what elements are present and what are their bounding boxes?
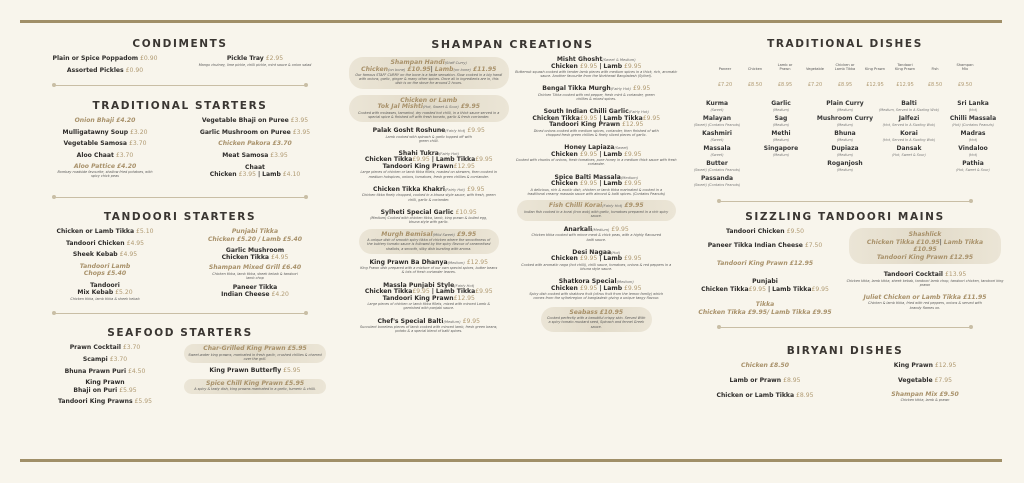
curry-style-heat: (Medium) xyxy=(772,138,790,142)
curry-style-heat: (Sweet) (Contains Peanuts) xyxy=(693,183,741,187)
curry-style-name: Butter xyxy=(706,160,728,167)
menu-item: Shampan Mixed Grill £6.40 Chicken tikka, lamb tikka, sheek kebab & tandoori lamb chop xyxy=(208,264,302,281)
menu-item: Lamb or Prawn £8.95 xyxy=(729,376,801,384)
menu-item: Chicken or Lamb Tikka £8.95 xyxy=(716,391,814,399)
curry-column xyxy=(878,100,940,190)
section-title: SEAFOOD STARTERS xyxy=(107,327,253,340)
protein-label: Paneer xyxy=(718,66,732,71)
curry-style-heat: (Hot, Served In A Sizzling Wok) xyxy=(882,138,936,142)
section-divider xyxy=(50,310,310,317)
menu-item: Vegetable Bhaji on Puree £3.95 xyxy=(201,117,309,125)
menu-item: Tandoori Chicken £9.50 xyxy=(725,228,805,235)
section-divider xyxy=(715,324,975,331)
protein-price xyxy=(743,58,767,90)
protein-price xyxy=(803,58,827,90)
menu-item-featured: Shashlick Chicken Tikka £10.95| Lamb Tikka £10.95 Tandoori King Prawn £12.95 xyxy=(849,228,1001,264)
curry-style-heat: (Sweet) xyxy=(710,108,724,112)
curry-style-heat: (Hot) xyxy=(968,153,978,157)
curry-style-name: Dansak xyxy=(896,145,922,152)
curry-style-heat: (Hot, Served In A Sizzling Wok) xyxy=(882,123,936,127)
curry-style-heat: (Medium) xyxy=(836,138,854,142)
menu-item: Paneer Tikka Indian Cheese £4.20 xyxy=(221,283,289,299)
bottom-rule xyxy=(20,459,1002,462)
curry-column xyxy=(750,100,812,190)
curry-style-name: Pathia xyxy=(962,160,984,167)
protein-price-value: £8.50 xyxy=(927,82,943,88)
curry-style-name: Balti xyxy=(901,100,917,107)
protein-price xyxy=(893,58,917,90)
menu-item: Sheek Kebab £4.95 xyxy=(72,251,138,259)
menu-item: Tandoori Chicken £4.95 xyxy=(65,239,145,247)
menu-item: Chicken £8.50 xyxy=(740,361,790,369)
curry-column xyxy=(686,100,748,190)
menu-item-featured: Spice Chill King Prawn £5.95 A spicy & tasty dish, king prawns marinated in a garlic, tumeric & chilli. xyxy=(184,379,326,394)
protein-label: Tandoori King Prawn xyxy=(894,62,916,71)
protein-label: Vegetable xyxy=(806,66,824,71)
protein-price xyxy=(713,58,737,90)
protein-price xyxy=(833,58,857,90)
curry-style-heat: (Medium) xyxy=(772,153,790,157)
curry-column xyxy=(942,100,1004,190)
tandoori-starters-section xyxy=(30,211,330,317)
curry-style-name: Jalfezi xyxy=(898,115,920,122)
right-column xyxy=(685,28,1005,405)
menu-item: Scampi £3.70 xyxy=(82,355,128,363)
curry-style-name: Garlic xyxy=(771,100,791,107)
section-title: TRADITIONAL DISHES xyxy=(767,38,923,50)
curry-style-heat: (Hot, Sweet & Sour) xyxy=(956,168,990,172)
protein-label: Shampan Mix xyxy=(956,62,974,71)
curry-style-heat: (Medium) xyxy=(836,153,854,157)
left-column xyxy=(30,28,330,409)
curry-style-heat: (Hot) xyxy=(968,108,978,112)
curry-style-heat: (Hot) (Contains Peanuts) xyxy=(952,123,994,127)
protein-label: Lamb or Prawn xyxy=(777,62,793,71)
menu-item: Juliet Chicken or Lamb Tikka £11.95 Chicken & lamb tikka, fried with red peppers, onions & served with brandy flames on. xyxy=(863,293,987,310)
menu-item: Punjabi Tikka Chicken £5.20 / Lamb £5.40 xyxy=(207,228,303,243)
menu-item: Tandoori Cocktail £13.95 Chicken tikka, lamb tikka, sheek kebab, tandoori lamb chop, tandoori chicken, tandoori king prawn xyxy=(846,271,1004,287)
traditional-starters-section xyxy=(30,100,330,201)
protein-price-value: £9.50 xyxy=(957,82,973,88)
menu-item: Honey Lapiaza(Sweet) Chicken £9.95 | Lamb £9.95 Cooked with chunks of onions, fresh tomatoes, pure honey in a medium thick sauce with fresh coriander. xyxy=(515,144,677,167)
protein-label: Chicken or Lamb Tikka xyxy=(834,62,856,71)
protein-price-value: £7.20 xyxy=(717,82,733,88)
protein-price xyxy=(863,58,887,90)
menu-item: Shahi Tukra(Fairly Hot) Chicken Tikka£9.95 | Lamb Tikka£9.95 Tandoori King Prawn£12.95 Large pieces of chicken or lamb tikka fillets, roasted on skewers, then cooked in medium hotspices, onions, tomatoes, fresh green chillies & corriander. xyxy=(360,149,497,179)
biryani-dishes-section xyxy=(685,345,1005,406)
curry-style-heat: (Medium, Served In A Sizzling Wok) xyxy=(878,108,940,112)
menu-item: King Prawn Ba Dhanya(Medium) £12.95 King Prawn dish prepared with a mixture of our own special spices, butter beans & lots of fresh coriander leaves. xyxy=(360,258,498,275)
section-title: TANDOORI STARTERS xyxy=(103,211,257,224)
menu-item: Massla Punjabi Style(Fairly Hot) Chicken Tikka£9.95 | Lamb Tikka£9.95 Tandoori King Prawn£12.95 Large pieces of chicken or lamb tikka fillets, mixed with minced Lamb & garnished with panjabi sauce. xyxy=(364,281,493,311)
menu-item: Garlic Mushroom Chicken Tikka £4.95 xyxy=(221,246,289,262)
menu-item: Aloo Pattice £4.20 Bombay roadside favourite, shallow fried potatoes, with spicy chick peas xyxy=(57,162,153,178)
protein-price-value: £12.95 xyxy=(866,82,884,88)
curry-style-name: Dupiaza xyxy=(831,145,859,152)
curry-style-name: Sri Lanka xyxy=(957,100,989,107)
menu-item: Meat Samosa £3.95 xyxy=(222,151,288,159)
menu-item: South Indian Chilli Garlic(Fairly Hot) Chicken Tikka£9.95 | Lamb Tikka£9.95 Tandoori King Prawn £12.95 Diced onions cooked with medium spices, coriander, then finished of with chopped fresh green chillies & finely sliced pieces of garlic. xyxy=(532,108,661,138)
menu-item: Chicken Tikka Khakri(Fairly Hot) £9.95 Chicken tikka finely chopped, cooked in a bhuna style sauce, with fresh, green chilli, garlic & coriander. xyxy=(361,185,496,202)
menu-item: Chaat Chicken £3.95 | Lamb £4.10 xyxy=(209,163,301,179)
condiments-section xyxy=(30,38,330,89)
protein-price-value: £8.50 xyxy=(747,82,763,88)
curry-style-heat: (Sweet) (Contains Peanuts) xyxy=(693,123,741,127)
curry-style-heat: (Medium) xyxy=(772,108,790,112)
sizzling-tandoori-mains-section xyxy=(685,211,1005,320)
section-title: SHAMPAN CREATIONS xyxy=(431,38,594,51)
protein-label: Fish xyxy=(931,66,939,71)
protein-price xyxy=(773,58,797,90)
curry-style-name: Singapore xyxy=(763,145,799,152)
menu-item-featured: Chicken or Lamb Tok Jal Mishti(Hot, Sweet & Sour) £9.95 Cooked with molasses, tamarind, dry roasted hot chilli, in a thick sauce served in a special spice & finished off with fresh tomato, garlic & fresh corriander. xyxy=(349,95,509,122)
curry-style-heat: (Hot, Sweet & Sour) xyxy=(892,153,926,157)
menu-item: Paneer Tikka Indian Cheese £7.50 xyxy=(707,242,823,249)
curry-style-name: Passanda xyxy=(700,175,734,182)
traditional-dishes-section xyxy=(685,38,1005,190)
menu-item: Tandoori Mix Kebab £5.20 Chicken tikka, lamb tikka & sheek kebab xyxy=(70,281,140,301)
curry-style-name: Bhuna xyxy=(834,130,856,137)
protein-price-value: £8.95 xyxy=(777,82,793,88)
curry-style-name: Methi xyxy=(771,130,791,137)
menu-item: Bengal Tikka Murgh(Fairly Hot) £9.95 Chicken Tikka cooked with red pepper, fresh mint & coriander, green chillies & mixed spices. xyxy=(537,85,655,102)
curry-style-grid xyxy=(685,100,1005,190)
curry-style-name: Madras xyxy=(960,130,986,137)
protein-label: Chicken xyxy=(747,66,763,71)
menu-item: Shatkora Special(Medium) Chicken £9.95 | Lamb £9.95 Spicy dish cooked with shatkora fruit (citrus fruit from the lemon family) which comes from the sylhetregion of bangladesh giving a unique tangy flavour. xyxy=(529,278,664,301)
section-divider xyxy=(50,82,310,89)
curry-style-heat: (Medium) xyxy=(836,168,854,172)
menu-item: Desi Nagaa(Hot) Chicken £9.95 | Lamb £9.95 Cooked with aromatic naga (hot chilli), chilli sauce, tomatoes, onions & red peppers in a bhuna style sauce. xyxy=(521,248,672,272)
curry-style-heat: (Sweet) (Contains Peanuts) xyxy=(693,168,741,172)
section-divider xyxy=(50,194,310,201)
curry-column xyxy=(814,100,876,190)
menu-item: Palak Gosht Roshune(Fairly Hot) £9.95 Lamb cooked with spinach & garlic topped off with green chilli. xyxy=(372,127,485,143)
top-rule xyxy=(20,20,1002,23)
curry-style-heat: (Medium) xyxy=(836,123,854,127)
curry-style-heat: (Medium) xyxy=(772,123,790,127)
menu-item: Garlic Mushroom on Puree £3.95 xyxy=(199,128,311,136)
menu-item-featured: Shampan Handi(Staff Curry) Chicken(on bone) £10.95| Lamb(on bone) £11.95 Our famous STAFF CURRY on the bone is a taste sensation. Slow cooked in a big handi with onions, garlic, ginger & many other spices. Once all in ingredients are in, this dish is on the stove for around 2 hours. xyxy=(349,57,509,89)
curry-style-name: Kashmiri xyxy=(702,130,732,137)
menu-item: Misht Ghosht(Sweet & Medium) Chicken £9.95 | Lamb £9.95 Butternut squash cooked with tender lamb pieces with medium spices in a thick, rich, aromatic sauce. Another favourite from the Northeast Bangladesh (Sylhet). xyxy=(515,56,678,79)
menu-item: Chef's Special Balti(Medium) £9.95 Succulent boneless pieces of lamb cooked with minced lamb, fresh green beans, potato & a special blend of balti spices. xyxy=(360,317,498,334)
protein-price xyxy=(953,58,977,90)
curry-style-name: Roganjosh xyxy=(827,160,863,167)
menu-item: Vegetable Samosa £3.70 xyxy=(63,140,147,148)
curry-style-heat: (Sweet) xyxy=(710,138,724,142)
curry-style-name: Sag xyxy=(774,115,788,122)
menu-item-featured: Murgh Bemisal(Mild Sweet) £9.95 A unique dish of smooth spicy tikka of chicken where the smoothness of the buttery tomato sauce is followed by the spicy flavour of caramelised shallots, a smooth, silky dish bursting with aroma. xyxy=(359,229,499,254)
menu-item: Tandoori King Prawn £12.95 xyxy=(716,260,814,267)
menu-item-featured: Char-Grilled King Prawn £5.95 Sweet-water king prawns, marinated in fresh garlic, crushed chillies & charred over the grill. xyxy=(184,344,326,363)
protein-price xyxy=(923,58,947,90)
menu-item-featured: Fish Chilli Korai(Fairly Hot) £9.95 Indian fish cooked in a korai (iron wok) with garlic, tomatoes prepared in a rich spicy sauce. xyxy=(517,200,677,221)
section-title: TRADITIONAL STARTERS xyxy=(92,100,268,113)
protein-price-value: £8.95 xyxy=(837,82,853,88)
menu-item: Onion Bhaji £4.20 xyxy=(74,117,136,125)
section-title: BIRYANI DISHES xyxy=(786,344,904,357)
curry-style-heat: (Medium) xyxy=(836,108,854,112)
curry-style-name: Kurma xyxy=(705,100,729,107)
menu-item: Tandoori King Prawns £5.95 xyxy=(58,397,152,405)
menu-item: Shampan Mix £9.50 Chicken tikka, lamb & prawn xyxy=(891,390,959,402)
menu-item: Pickle Tray £2.95 Mango chutney, lime pickle, chilli pickle, mint sauce & onion salad xyxy=(198,55,312,67)
curry-style-heat: (Sweet) xyxy=(710,153,724,157)
curry-style-name: Mushroom Curry xyxy=(816,115,874,122)
curry-style-name: Malayan xyxy=(702,115,732,122)
menu-item: Chicken or Lamb Tikka £5.10 xyxy=(56,228,154,236)
protein-price-row xyxy=(685,58,1005,90)
curry-style-name: Massala xyxy=(703,145,731,152)
curry-style-heat: (Hot) xyxy=(968,138,978,142)
menu-item: King Prawn Bhaji on Puri £5.95 xyxy=(73,379,137,394)
menu-item: Prawn Cocktail £3.70 xyxy=(69,344,141,352)
menu-item: Sylheti Special Garlic £10.95 (Medium) Cooked with chicken tikka, lamb, king prawn & boiled egg, bhuna style with garlic. xyxy=(370,208,488,225)
section-title: CONDIMENTS xyxy=(132,38,228,50)
curry-style-name: Chilli Massala xyxy=(949,115,997,122)
menu-item: Bhuna Prawn Puri £4.50 xyxy=(64,367,146,375)
menu-item: Chicken Pakora £3.70 xyxy=(218,140,292,148)
curry-style-name: Plain Curry xyxy=(826,100,864,107)
curry-style-name: Vindaloo xyxy=(958,145,988,152)
menu-item: Assorted Pickles £0.90 xyxy=(66,66,144,74)
section-divider xyxy=(715,198,975,205)
protein-price-value: £7.20 xyxy=(807,82,823,88)
seafood-starters-section xyxy=(30,327,330,409)
menu-item-featured: Seabass £10.95 Cooked perfectly with a beautiful crispy skin. Served With a spicy tomato mustard seed, Spinach and fennel Greek sauce. xyxy=(541,307,653,332)
menu-item: Tandoori Lamb Chops £5.40 xyxy=(79,262,131,278)
menu-item: Plain or Spice Poppadom £0.90 xyxy=(52,55,158,62)
protein-label: King Prawn xyxy=(864,66,886,71)
menu-item: Vegetable £7.95 xyxy=(897,376,952,384)
protein-price-value: £12.95 xyxy=(896,82,914,88)
menu-item: Mulligatawny Soup £3.20 xyxy=(62,128,148,136)
curry-style-name: Korai xyxy=(900,130,918,137)
menu-item: King Prawn £12.95 xyxy=(893,361,957,369)
menu-item: King Prawn Butterfly £5.95 xyxy=(209,367,301,375)
middle-column xyxy=(345,28,680,337)
section-title: SIZZLING TANDOORI MAINS xyxy=(745,211,945,223)
menu-item: Spice Balti Massala(Medium) Chicken £9.95 | Lamb £9.95 A delicious, rich & exotic dish, chicken or lamb tikka marinated & cooked in a traditional creamy massala sauce with almond & balti spices. (Contains Peanuts) xyxy=(527,173,666,196)
menu-item: Aloo Chaat £3.70 xyxy=(76,151,134,159)
menu-item: Tikka Chicken Tikka £9.95/ Lamb Tikka £9.95 xyxy=(698,301,832,316)
menu-item: Anarkali(Medium) £9.95 Chicken tikka cooked with mince meat & chick peas, with a highly flavoured balti sauce. xyxy=(531,225,662,242)
menu-item: Punjabi Chicken Tikka£9.95 | Lamb Tikka£9.95 xyxy=(701,278,829,293)
